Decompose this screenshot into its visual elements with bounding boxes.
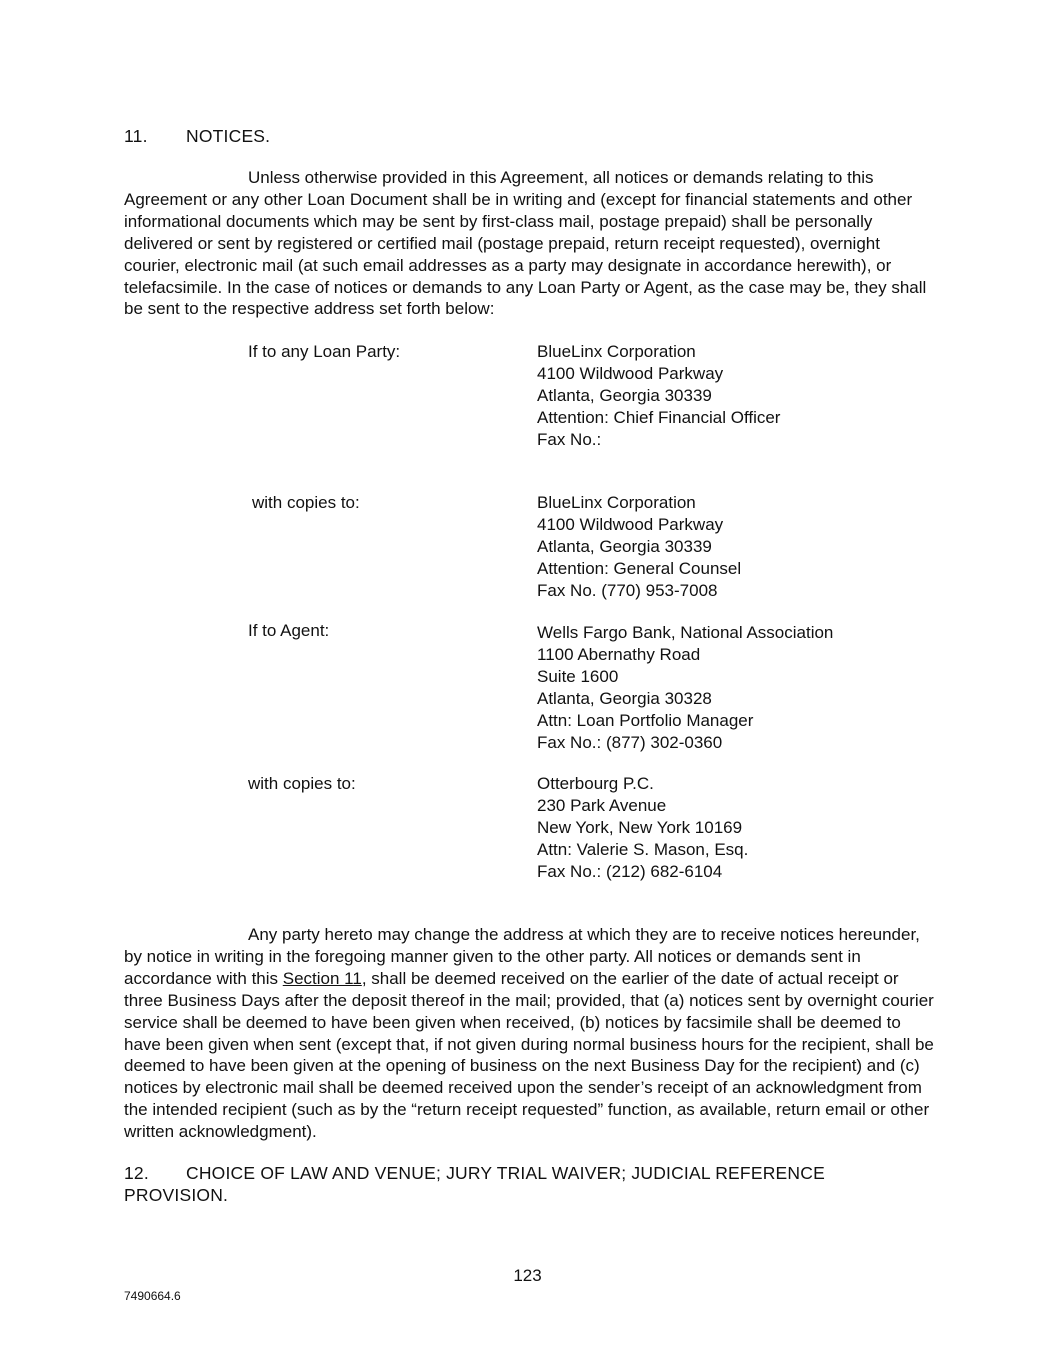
address-line: Fax No.: (212) 682-6104 [537,861,723,881]
section-title: NOTICES. [186,126,271,146]
address-block-agent [537,622,833,753]
section-number: 12. [124,1163,149,1183]
address-block-copies-loan-party [537,492,741,602]
address-line: New York, New York 10169 [537,817,743,837]
section-11-heading [124,125,270,147]
section-reference: Section 11 [282,968,362,988]
address-line: Wells Fargo Bank, National Association [537,623,834,642]
address-line: BlueLinx Corporation [537,493,696,512]
section-title-continued: PROVISION. [124,1185,229,1205]
paragraph-text-part: Any party hereto may change the address at which they are to receive notices hereunder, by notice in writing in the foregoing manner given to the other party. All notices or demands sent in accordance with this [124,925,920,988]
address-line: Suite 1600 [537,666,619,686]
document-id: 7490664.6 [124,1289,181,1303]
section-number: 11. [124,126,148,146]
address-line: Otterbourg P.C. [537,774,654,793]
address-line: Fax No.: (877) 302-0360 [537,732,723,752]
address-line: 1100 Abernathy Road [537,644,701,664]
address-line: Fax No. (770) 953-7008 [537,580,718,600]
change-of-address-paragraph [124,924,934,1143]
notices-paragraph-text: Unless otherwise provided in this Agreement, all notices or demands relating to this Agreement or any other Loan Document shall be in writing and (except for financial statements and other informational documents which may be sent by first-class mail, postage prepaid) shall be personally delivered or sent by registered or certified mail (postage prepaid, return receipt requested), overnight courier, electronic mail (at such email addresses as a party may designate in accordance herewith), or telefacsimile. In the case of notices or demands to any Loan Party or Agent, as the case may be, they shall be sent to the respective address set forth below: [124,168,927,319]
address-line: Attention: Chief Financial Officer [537,407,781,427]
address-line: 4100 Wildwood Parkway [537,363,724,383]
paragraph-text-part: , shall be deemed received on the earlier of the date of actual receipt or three Business Days after the deposit thereof in the mail; provided, that (a) notices sent by overnight courier service shall be deemed to have been given when received, (b) notices by facsimile shall be deemed to have been given when sent (except that, if not given during normal business hours for the recipient, shall be deemed to have been given at the opening of business on the next Business Day for the recipient) and (c) notices by electronic mail shall be deemed received upon the sender’s receipt of an acknowledgment from the intended recipient (such as by the “return receipt requested” function, as available, return email or other written acknowledgment). [124,968,934,1142]
address-line: Atlanta, Georgia 30339 [537,385,712,405]
address-line: Atlanta, Georgia 30328 [537,688,712,708]
address-block-copies-agent [537,773,748,883]
address-line: Atlanta, Georgia 30339 [537,536,712,556]
address-line: BlueLinx Corporation [537,342,696,361]
address-line: Attn: Loan Portfolio Manager [537,710,754,730]
address-label-copies-loan-party: with copies to: [252,493,360,512]
address-line: 230 Park Avenue [537,795,667,815]
page-number: 123 [513,1266,542,1285]
address-line: 4100 Wildwood Parkway [537,514,724,534]
section-title: CHOICE OF LAW AND VENUE; JURY TRIAL WAIVER; JUDICIAL REFERENCE [186,1163,825,1183]
address-label-agent: If to Agent: [248,621,330,640]
address-label-copies-agent: with copies to: [248,774,356,793]
notices-paragraph [124,167,934,320]
address-line: Fax No.: [537,429,602,449]
section-12-heading [124,1162,825,1206]
address-line: Attn: Valerie S. Mason, Esq. [537,839,749,859]
address-label-loan-party: If to any Loan Party: [248,342,401,361]
address-block-loan-party [537,341,780,451]
address-line: Attention: General Counsel [537,558,742,578]
